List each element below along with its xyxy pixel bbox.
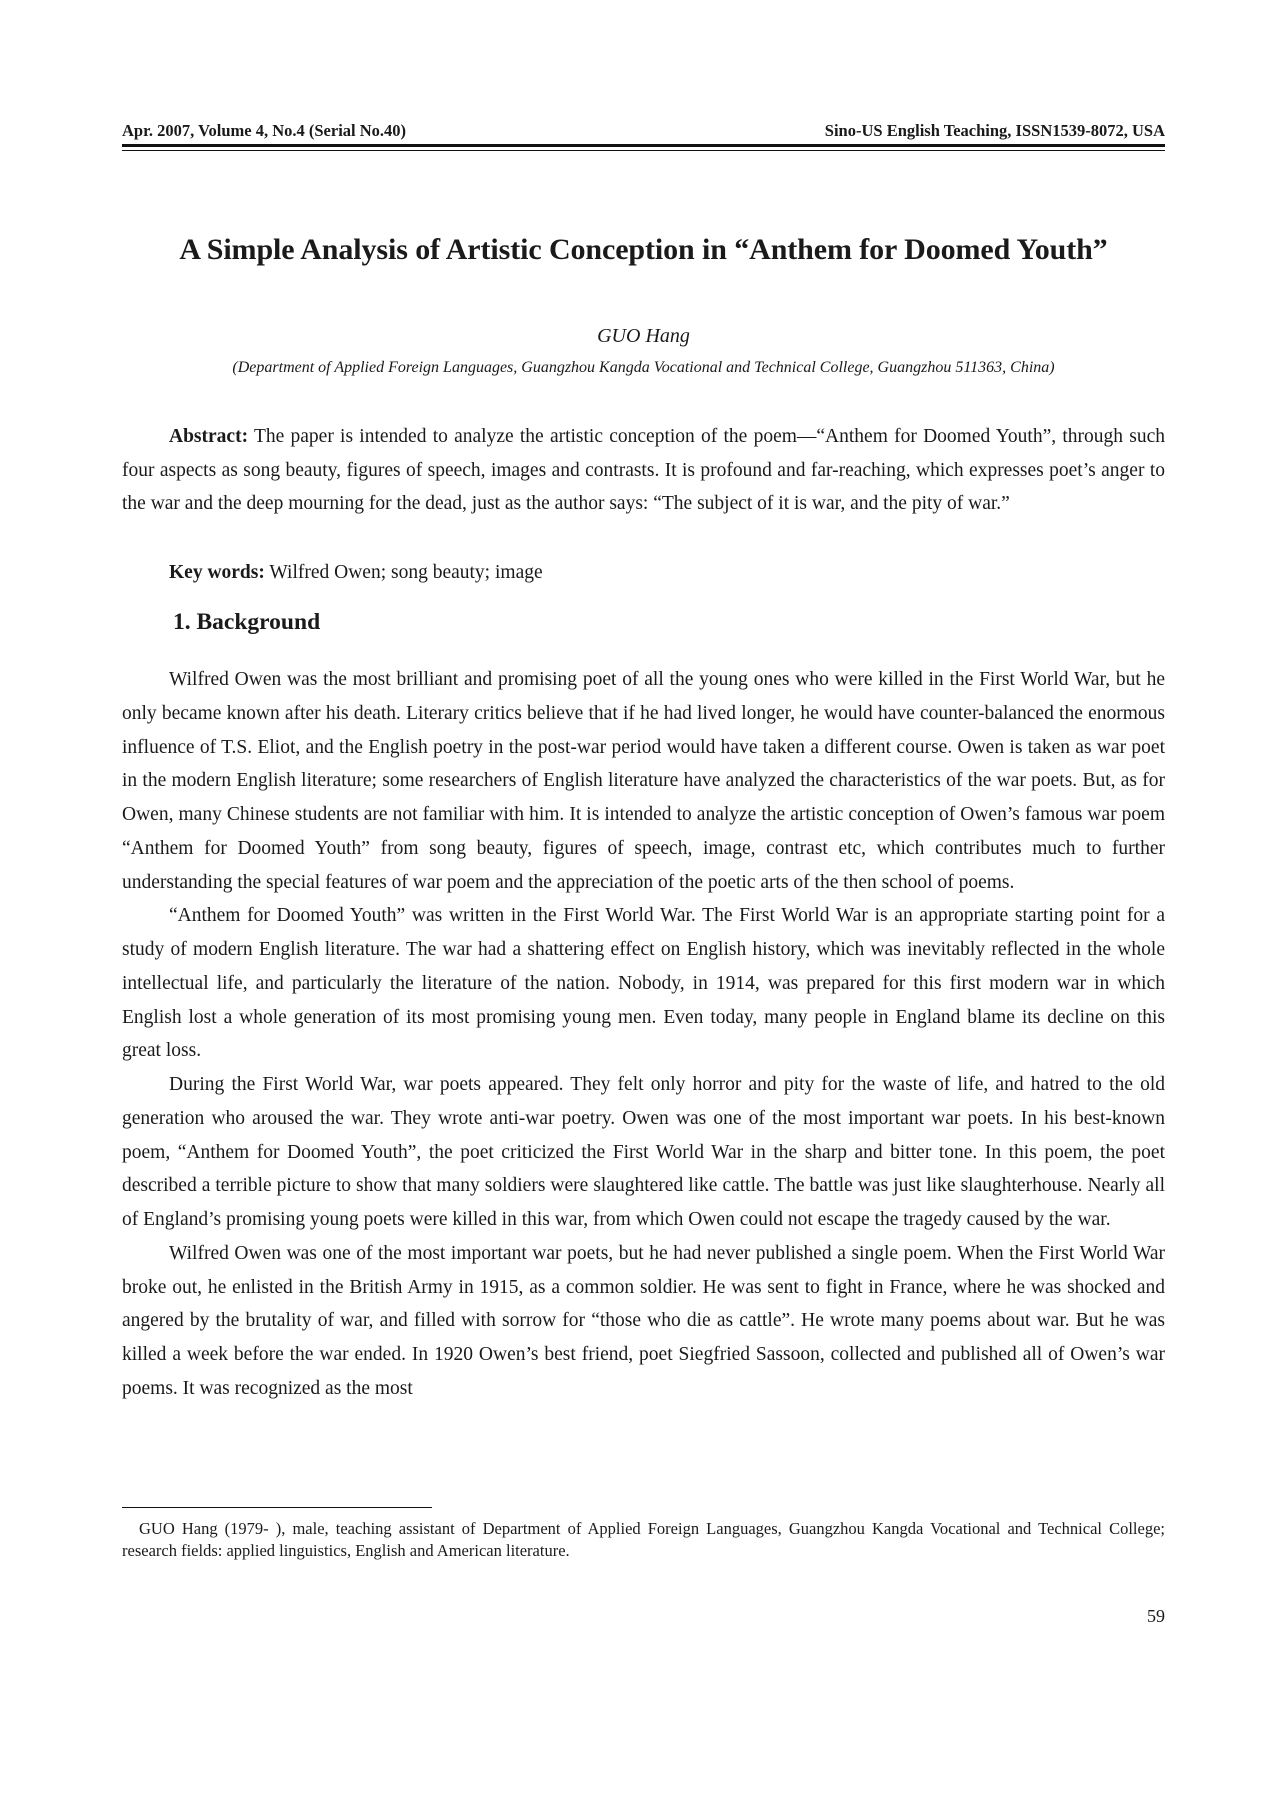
author-name: GUO Hang bbox=[597, 325, 690, 347]
keywords-text: Wilfred Owen; song beauty; image bbox=[269, 562, 543, 583]
running-header bbox=[122, 121, 1165, 141]
keywords bbox=[122, 556, 1165, 590]
header-rule-thin bbox=[122, 150, 1165, 151]
section-body bbox=[122, 663, 1165, 1406]
author-affiliation: (Department of Applied Foreign Languages, Guangzhou Kangda Vocational and Technical College, Guangzhou 511363, China) bbox=[232, 359, 1055, 376]
body-paragraph: “Anthem for Doomed Youth” was written in the First World War. The First World War is an appropriate starting point for a study of modern English literature. The war had a shattering effect on English history, which was inevitably reflected in the whole intellectual life, and particularly the literature of the nation. Nobody, in 1914, was prepared for this first modern war in which English lost a whole generation of its most promising young men. Even today, many people in England blame its decline on this great loss. bbox=[122, 905, 1165, 1062]
page-number: 59 bbox=[1147, 1606, 1165, 1626]
abstract-label: Abstract: bbox=[169, 426, 249, 447]
abstract bbox=[122, 420, 1165, 521]
body-paragraph: During the First World War, war poets appeared. They felt only horror and pity for the waste of life, and hatred to the old generation who aroused the war. They wrote anti-war poetry. Owen was one of the most important war poets. In his best-known poem, “Anthem for Doomed Youth”, the poet criticized the First World War in the sharp and bitter tone. In this poem, the poet described a terrible picture to show that many soldiers were slaughtered like cattle. The battle was just like slaughterhouse. Nearly all of England’s promising young poets were killed in this war, from which Owen could not escape the tragedy caused by the war. bbox=[122, 1074, 1165, 1230]
article-title: A Simple Analysis of Artistic Conception in “Anthem for Doomed Youth” bbox=[179, 233, 1108, 266]
header-rule bbox=[122, 144, 1165, 147]
keywords-label: Key words: bbox=[169, 562, 265, 583]
footnote: GUO Hang (1979- ), male, teaching assistant of Department of Applied Foreign Languages, Guangzhou Kangda Vocational and Technical College; research fields: applied linguistics, English and American literature. bbox=[122, 1519, 1165, 1560]
journal-name: Sino-US English Teaching, ISSN1539-8072, USA bbox=[824, 121, 1165, 140]
section-heading: 1. Background bbox=[173, 609, 321, 635]
abstract-text: The paper is intended to analyze the artistic conception of the poem—“Anthem for Doomed Youth”, through such four aspects as song beauty, figures of speech, images and contrasts. It is profound and far-reaching, which expresses poet’s anger to the war and the deep mourning for the dead, just as the author says: “The subject of it is war, and the pity of war.” bbox=[122, 426, 1165, 514]
journal-issue: Apr. 2007, Volume 4, No.4 (Serial No.40) bbox=[122, 121, 407, 140]
body-paragraph: Wilfred Owen was the most brilliant and promising poet of all the young ones who were killed in the First World War, but he only became known after his death. Literary critics believe that if he had lived longer, he would have counter-balanced the enormous influence of T.S. Eliot, and the English poetry in the post-war period would have taken a different course. Owen is taken as war poet in the modern English literature; some researchers of English literature have analyzed the characteristics of the war poets. But, as for Owen, many Chinese students are not familiar with him. It is intended to analyze the artistic conception of Owen’s famous war poem “Anthem for Doomed Youth” from song beauty, figures of speech, image, contrast etc, which contributes much to further understanding the special features of war poem and the appreciation of the poetic arts of the then school of poems. bbox=[122, 669, 1165, 893]
body-paragraph: Wilfred Owen was one of the most important war poets, but he had never published a single poem. When the First World War broke out, he enlisted in the British Army in 1915, as a common soldier. He was sent to fight in France, where he was shocked and angered by the brutality of war, and filled with sorrow for “those who die as cattle”. He wrote many poems about war. But he was killed a week before the war ended. In 1920 Owen’s best friend, poet Siegfried Sassoon, collected and published all of Owen’s war poems. It was recognized as the most bbox=[122, 1242, 1165, 1399]
footnote-rule bbox=[122, 1507, 432, 1508]
